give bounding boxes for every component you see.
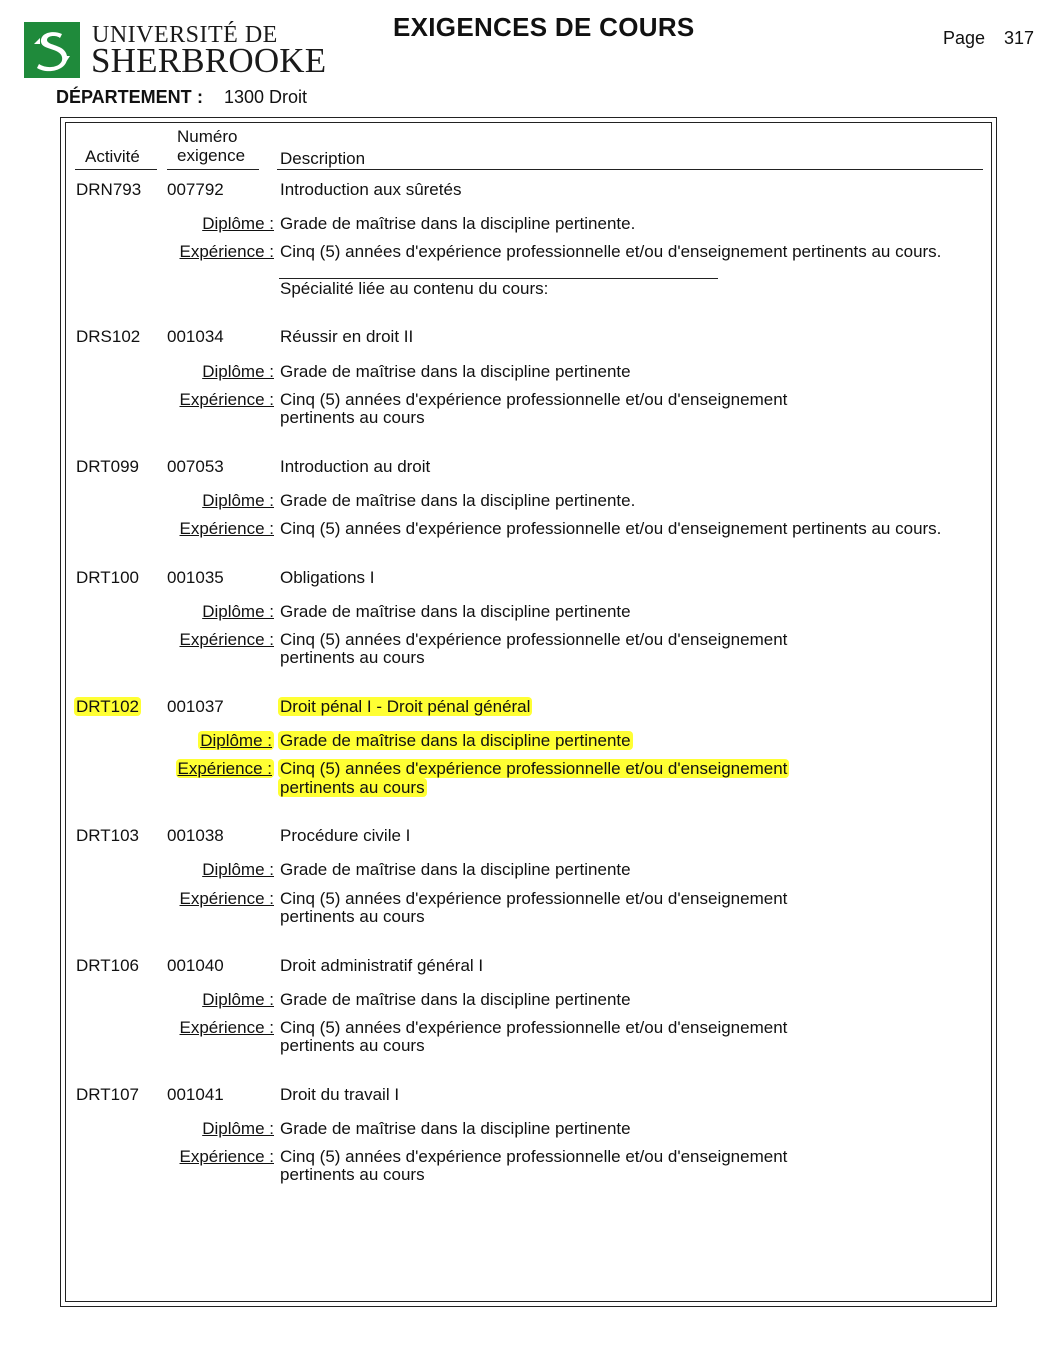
course-title: Obligations I	[280, 568, 375, 587]
course-title: Droit du travail I	[280, 1085, 400, 1104]
column-header-number-line2: exigence	[177, 146, 246, 165]
experience-requirement: Cinq (5) années d'expérience professionnelle et/ou d'enseignement pertinents au cours.	[280, 519, 942, 538]
experience-label: Expérience :	[179, 1147, 274, 1166]
column-header-description-rule	[277, 169, 983, 170]
column-header-number-rule	[167, 169, 259, 170]
diploma-requirement: Grade de maîtrise dans la discipline pertinente	[280, 362, 631, 381]
highlight-mark: pertinents au cours	[280, 778, 425, 797]
course-code: DRT099	[76, 457, 139, 476]
course-code: DRT107	[76, 1085, 139, 1104]
diploma-label: Diplôme :	[202, 491, 274, 510]
specialty-label: Spécialité liée au contenu du cours:	[280, 279, 549, 298]
highlight-mark: Cinq (5) années d'expérience professionnelle et/ou d'enseignement	[280, 759, 788, 778]
page-number: 317	[1004, 28, 1035, 48]
diploma-label: Diplôme :	[202, 860, 274, 879]
column-header-activity-rule	[75, 169, 157, 170]
course-requirement-number: 001034	[167, 327, 224, 346]
experience-label	[174, 759, 274, 779]
experience-label: Expérience :	[179, 889, 274, 908]
diploma-requirement: Grade de maîtrise dans la discipline pertinente	[280, 1119, 631, 1138]
course-requirement-number: 001041	[167, 1085, 224, 1104]
experience-label: Expérience :	[179, 390, 274, 409]
diploma-label: Diplôme :	[202, 362, 274, 381]
experience-label: Expérience :	[179, 519, 274, 538]
diploma-requirement: Grade de maîtrise dans la discipline pertinente	[280, 990, 631, 1009]
column-header-activity: Activité	[85, 147, 140, 166]
course-requirement-number: 007792	[167, 180, 224, 199]
department-colon: :	[197, 87, 203, 107]
course-requirement-number: 001037	[167, 697, 224, 716]
department-label: DÉPARTEMENT	[56, 87, 192, 107]
course-requirement-number: 001038	[167, 826, 224, 845]
course-title: Réussir en droit II	[280, 327, 414, 346]
experience-requirement-continued: pertinents au cours	[280, 648, 425, 667]
diploma-label: Diplôme :	[202, 602, 274, 621]
experience-requirement: Cinq (5) années d'expérience professionnelle et/ou d'enseignement	[280, 1018, 788, 1037]
course-title: Introduction aux sûretés	[280, 180, 462, 199]
document-title: EXIGENCES DE COURS	[393, 12, 695, 42]
experience-requirement: Cinq (5) années d'expérience professionnelle et/ou d'enseignement	[280, 1147, 788, 1166]
diploma-requirement: Grade de maîtrise dans la discipline pertinente.	[280, 214, 636, 233]
diploma-label: Diplôme :	[202, 990, 274, 1009]
course-requirement-number: 007053	[167, 457, 224, 476]
experience-requirement-continued: pertinents au cours	[280, 1165, 425, 1184]
diploma-requirement: Grade de maîtrise dans la discipline pertinente.	[280, 491, 636, 510]
logo-text-line2: SHERBROOKE	[91, 41, 327, 80]
diploma-label: Diplôme :	[202, 1119, 274, 1138]
column-header-number-line1: Numéro	[177, 127, 238, 146]
highlight-mark: Grade de maîtrise dans la discipline pertinente	[280, 731, 631, 750]
diploma-requirement: Grade de maîtrise dans la discipline pertinente	[280, 602, 631, 621]
highlight-mark: Diplôme :	[200, 731, 272, 750]
course-requirement-number: 001035	[167, 568, 224, 587]
department-value: 1300 Droit	[224, 87, 308, 107]
experience-requirement-continued: pertinents au cours	[280, 907, 425, 926]
experience-requirement-continued	[278, 778, 427, 798]
diploma-requirement	[278, 731, 633, 751]
page-label: Page	[943, 28, 986, 48]
experience-requirement: Cinq (5) années d'expérience professionnelle et/ou d'enseignement	[280, 889, 788, 908]
experience-requirement	[278, 759, 789, 779]
logo-text-line1: UNIVERSITÉ DE	[92, 22, 278, 48]
course-code: DRT100	[76, 568, 139, 587]
university-logo-icon	[24, 22, 80, 78]
experience-label: Expérience :	[179, 242, 274, 261]
course-title: Droit administratif général I	[280, 956, 484, 975]
highlight-mark: Droit pénal I - Droit pénal général	[280, 697, 531, 716]
course-code: DRT103	[76, 826, 139, 845]
experience-label: Expérience :	[179, 1018, 274, 1037]
highlight-mark: Expérience :	[177, 759, 272, 778]
course-title	[278, 697, 532, 717]
experience-requirement: Cinq (5) années d'expérience professionnelle et/ou d'enseignement	[280, 390, 788, 409]
course-requirement-number: 001040	[167, 956, 224, 975]
diploma-requirement: Grade de maîtrise dans la discipline pertinente	[280, 860, 631, 879]
course-title: Introduction au droit	[280, 457, 431, 476]
experience-requirement-continued: pertinents au cours	[280, 1036, 425, 1055]
course-code	[74, 697, 141, 717]
column-header-description: Description	[280, 149, 366, 168]
diploma-label: Diplôme :	[202, 214, 274, 233]
experience-requirement: Cinq (5) années d'expérience professionnelle et/ou d'enseignement pertinents au cours.	[280, 242, 942, 261]
course-title: Procédure civile I	[280, 826, 411, 845]
course-code: DRT106	[76, 956, 139, 975]
highlight-mark: DRT102	[76, 697, 139, 716]
experience-requirement: Cinq (5) années d'expérience professionnelle et/ou d'enseignement	[280, 630, 788, 649]
diploma-label	[176, 731, 274, 751]
course-code: DRS102	[76, 327, 141, 346]
experience-label: Expérience :	[179, 630, 274, 649]
course-code: DRN793	[76, 180, 142, 199]
experience-requirement-continued: pertinents au cours	[280, 408, 425, 427]
